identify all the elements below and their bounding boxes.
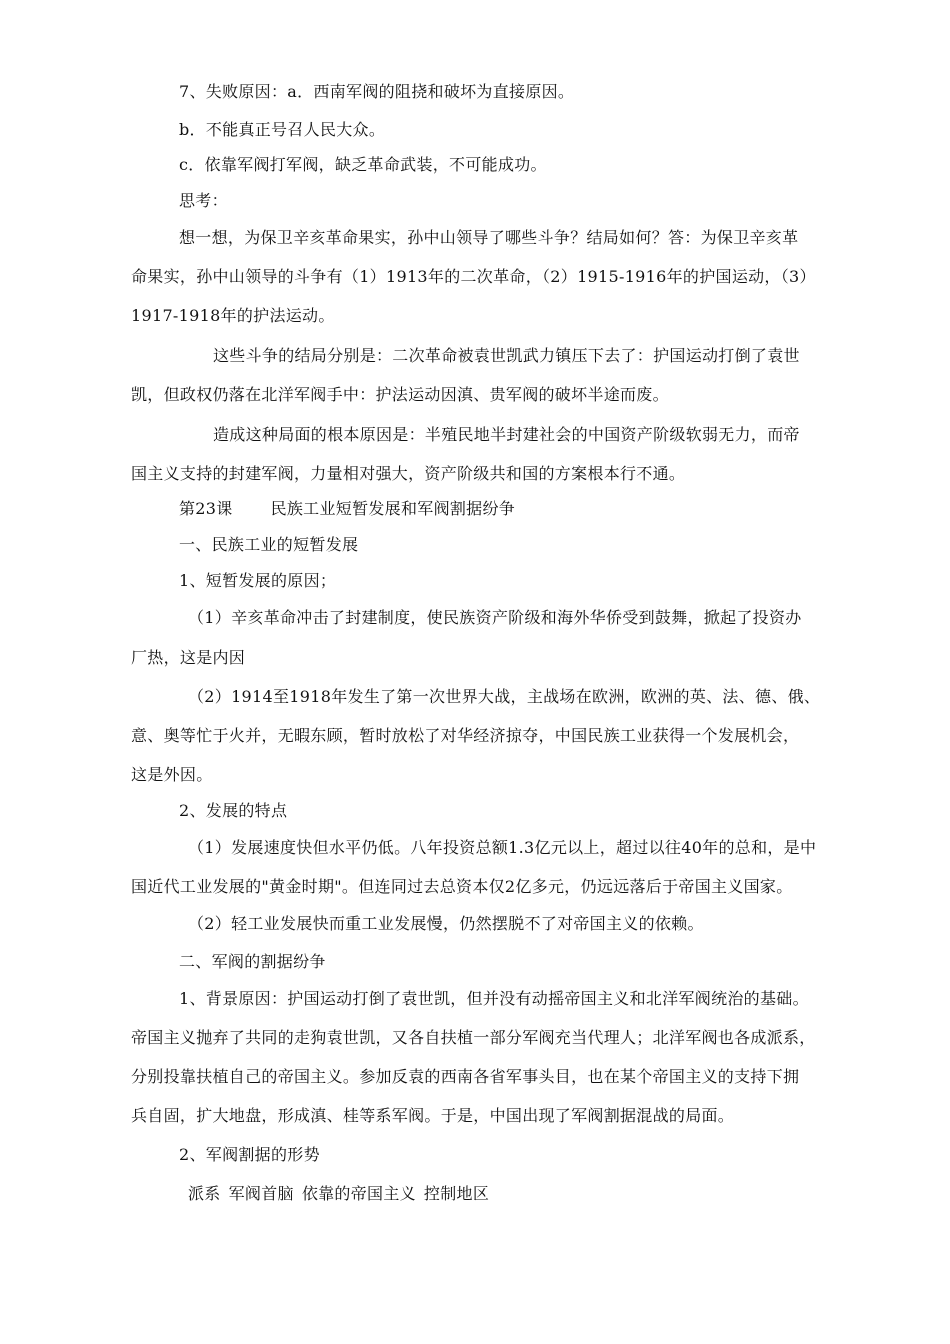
- header-backing-power: 依靠的帝国主义: [301, 1184, 416, 1203]
- background-line-1: 1、背景原因：护国运动打倒了袁世凯，但并没有动摇帝国主义和北洋军阀统治的基础。: [179, 989, 809, 1008]
- cause-1-line-2: 厂热，这是内因: [131, 648, 246, 667]
- lesson-number: 第23课: [179, 499, 233, 518]
- outcome-paragraph-line-1: 这些斗争的结局分别是：二次革命被袁世凯武力镇压下去了：护国运动打倒了袁世: [213, 346, 800, 365]
- feature-1-line-1: （1）发展速度快但水平仍低。八年投资总额1.3亿元以上，超过以往40年的总和，是中: [188, 838, 817, 857]
- question-paragraph-line-2: 命果实，孙中山领导的斗争有（1）1913年的二次革命，（2）1915-1916年的护国运动，（3）: [131, 267, 816, 286]
- cause-2-line-2: 意、奥等忙于火并，无暇东顾，暂时放松了对华经济掠夺，中国民族工业获得一个发展机会，: [131, 726, 800, 745]
- subheading-features: 2、发展的特点: [179, 801, 288, 820]
- feature-1-line-2: 国近代工业发展的"黄金时期"。但连同过去总资本仅2亿多元，仍远远落后于帝国主义国家。: [131, 877, 793, 896]
- background-line-3: 分别投靠扶植自己的帝国主义。参加反袁的西南各省军事头目，也在某个帝国主义的支持下拥: [131, 1067, 800, 1086]
- failure-reasons-c: c．依靠军阀打军阀，缺乏革命武装，不可能成功。: [179, 155, 547, 174]
- header-faction: 派系: [188, 1184, 221, 1203]
- thinking-heading: 思考：: [179, 191, 228, 210]
- section-heading-2: 二、军阀的割据纷争: [179, 952, 326, 971]
- feature-2: （2）轻工业发展快而重工业发展慢，仍然摆脱不了对帝国主义的依赖。: [188, 914, 704, 933]
- background-line-2: 帝国主义抛弃了共同的走狗袁世凯，又各自扶植一部分军阀充当代理人；北洋军阀也各成派系，: [131, 1028, 816, 1047]
- question-paragraph-line-1: 想一想，为保卫辛亥革命果实，孙中山领导了哪些斗争？结局如何？答：为保卫辛亥革: [179, 228, 799, 247]
- header-warlord-leader: 军阀首脑: [228, 1184, 294, 1203]
- root-cause-paragraph-line-1: 造成这种局面的根本原因是：半殖民地半封建社会的中国资产阶级软弱无力，而帝: [213, 425, 800, 444]
- cause-1-line-1: （1）辛亥革命冲击了封建制度，使民族资产阶级和海外华侨受到鼓舞，掀起了投资办: [188, 608, 802, 627]
- subheading-causes: 1、短暂发展的原因；: [179, 571, 337, 590]
- lesson-title: [179, 499, 515, 519]
- outcome-paragraph-line-2: 凯，但政权仍落在北洋军阀手中：护法运动因滇、贵军阀的破坏半途而废。: [131, 385, 669, 404]
- question-paragraph-line-3: 1917-1918年的护法运动。: [131, 306, 335, 325]
- failure-reasons-a: 7、失败原因：a．西南军阀的阻挠和破坏为直接原因。: [179, 82, 575, 101]
- failure-reasons-b: b．不能真正号召人民大众。: [179, 120, 386, 139]
- cause-2-line-1: （2）1914至1918年发生了第一次世界大战，主战场在欧洲，欧洲的英、法、德、俄、: [188, 687, 821, 706]
- lesson-name: 民族工业短暂发展和军阀割据纷争: [270, 499, 516, 518]
- background-line-4: 兵自固，扩大地盘，形成滇、桂等系军阀。于是，中国出现了军阀割据混战的局面。: [131, 1106, 735, 1125]
- subheading-situation: 2、军阀割据的形势: [179, 1145, 320, 1164]
- table-header-row: [188, 1184, 489, 1204]
- header-controlled-area: 控制地区: [423, 1184, 490, 1203]
- cause-2-line-3: 这是外因。: [131, 765, 213, 784]
- section-heading-1: 一、民族工业的短暂发展: [179, 535, 359, 554]
- root-cause-paragraph-line-2: 国主义支持的封建军阀，力量相对强大，资产阶级共和国的方案根本行不通。: [131, 464, 686, 483]
